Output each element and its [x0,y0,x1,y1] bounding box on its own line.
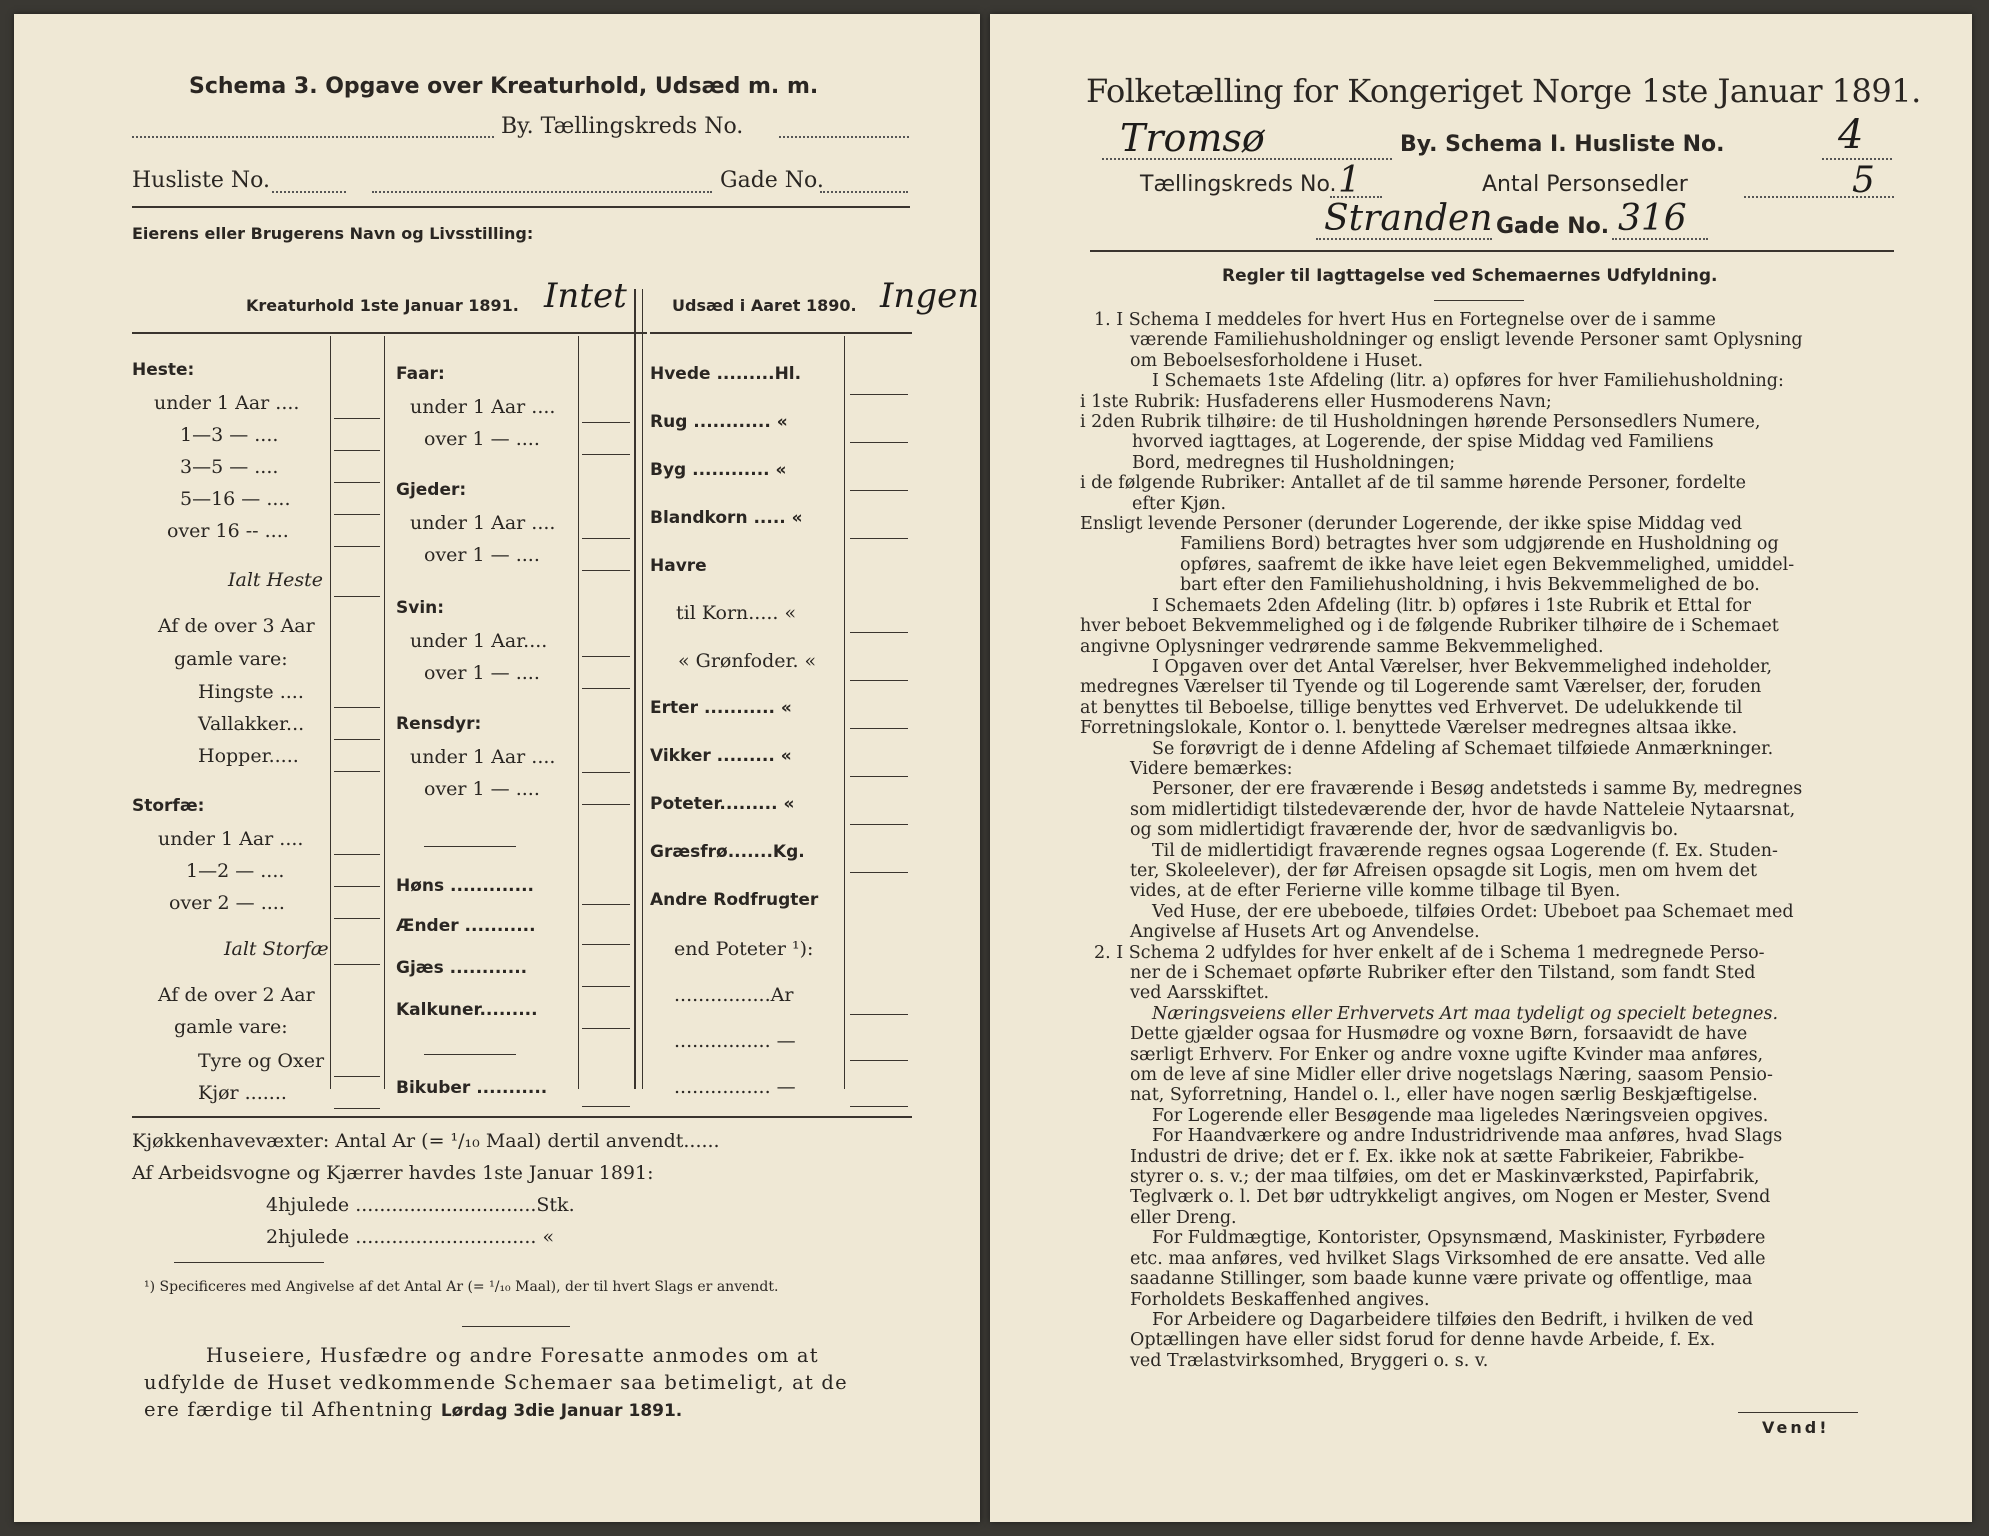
ialt-storfae: Ialt Storfæ [224,938,329,960]
col1-row: under 1 Aar .... [154,392,300,414]
col1-row: gamle vare: [174,1016,288,1038]
col3-row: ................Ar [674,984,794,1006]
rule-line: eller Dreng. [1130,1207,1237,1228]
rule-line: Teglværk o. l. Det bør udtrykkeligt angives, om Nogen er Mester, Svend [1130,1187,1771,1208]
rule-line: hver beboet Bekvemmelighed og i de følgende Rubriker tilhøire de i Schemaet [1080,616,1779,637]
footnote: ¹) Specificeres med Angivelse af det Antal Ar (= ¹/₁₀ Maal), der til hvert Slags er anvendt. [144,1279,779,1295]
notice-date: Lørdag 3die Januar 1891. [440,1401,683,1421]
rule-line: som midlertidigt tilstedeværende der, hvor de havde Natteleie Nytaarsnat, [1130,799,1796,820]
table-bottom-rule [132,1116,912,1118]
col1-right-line [384,336,385,1089]
answer-line [850,776,908,777]
gade-no-dotline [1612,238,1708,240]
bikuber-label: Bikuber ........... [396,1078,548,1098]
gade-label: Gade No. [1496,214,1610,239]
answer-line [582,538,630,539]
answer-line [850,442,908,443]
col1-row: over 16 -- .... [167,520,289,542]
table-top-rule [132,332,647,334]
husliste-label: Husliste No. [132,168,270,193]
eier-label: Eierens eller Brugerens Navn og Livsstilling: [132,224,534,243]
answer-line [850,1014,908,1015]
answer-line [334,918,380,919]
col1-row: Hingste .... [198,681,304,703]
col3-row: ................ — [674,1076,796,1098]
rule-line: ner de i Schemaet opførte Rubriker efter den Tilstand, som fandt Sted [1130,963,1756,983]
kreds-label: Tællingskreds No. [1140,172,1337,197]
footnote-rule [174,1262,324,1263]
notice-line-1: Huseiere, Husfædre og andre Foresatte anmodes om at [206,1344,819,1367]
col2-value-line [578,336,579,1089]
rule-line: angivne Oplysninger vedrørende samme Bekvemmelighed. [1080,636,1604,657]
ialt-heste: Ialt Heste [228,569,324,591]
schema1-line: By. Schema I. Husliste No. [1400,132,1725,157]
by-dotline [132,136,494,138]
answer-line [334,482,380,483]
gade-no-handwriting: 316 [1618,198,1687,239]
col2-row: under 1 Aar .... [410,746,556,768]
col1-row: over 2 — .... [169,892,285,914]
rule-line: etc. maa anføres, ved hvilket Slags Virksomhed de ere ansatte. Ved alle [1130,1248,1766,1269]
heste-label: Heste: [132,360,195,380]
census-title: Folketælling for Kongeriget Norge 1ste Januar 1891. [1086,72,1921,110]
rule-line: værende Familiehusholdninger og ensligt levende Personer samt Oplysning [1130,330,1803,351]
rule-line: særligt Erhverv. For Enker og andre voxne ugifte Kvinder maa anføres, [1130,1044,1764,1065]
answer-line [850,680,908,681]
rule-line: 2. I Schema 2 udfyldes for hver enkelt af de i Schema 1 medregnede Perso- [1094,942,1765,963]
answer-line [850,872,908,873]
rule-line: ved Aarsskiftet. [1130,983,1270,1004]
col2-row: over 1 — .... [424,428,540,450]
rule-line: nat, Syforretning, Handel o. l., eller have nogen særlig Beskjæftigelse. [1130,1085,1758,1106]
col1-row: Tyre og Oxer [198,1050,325,1072]
rules-title-rule [1434,300,1524,301]
table-top-rule-right [650,332,912,334]
separator [424,1054,516,1055]
husliste-handwriting: 4 [1838,112,1864,158]
answer-line [582,656,630,657]
answer-line [582,904,630,905]
gade-label: Gade No. [720,168,824,193]
col2-row: under 1 Aar.... [410,630,548,652]
notice-text: ere færdige til Afhentning [144,1398,434,1421]
rule-line: bart efter den Familiehusholdning, i hvis Bekvemmelighed de bo. [1180,575,1760,596]
answer-line [334,771,380,772]
rule-line: For Logerende eller Besøgende maa ligeledes Næringsveien opgives. [1152,1105,1769,1126]
street-dotline [1316,238,1492,240]
rule-line: efter Kjøn. [1132,493,1227,514]
notice-line-3 [144,1398,682,1421]
byg-label: Byg ............ « [650,460,787,480]
col2-row: under 1 Aar .... [410,396,556,418]
rule-line: I Schemaets 2den Afdeling (litr. b) opføres i 1ste Rubrik et Ettal for [1152,595,1751,616]
answer-line [850,538,908,539]
header-rule [1090,250,1894,252]
hvede-label: Hvede .........Hl. [650,364,802,384]
by-label: By. Tællingskreds No. [501,114,744,139]
answer-line [582,1106,630,1107]
kalkuner-label: Kalkuner......... [396,1000,538,1020]
table-divider [634,289,636,1089]
rule-line: Familiens Bord) betragtes hver som udgjørende en Husholdning og [1180,534,1779,555]
kreatur-header: Kreaturhold 1ste Januar 1891. [246,296,519,315]
city-handwriting: Tromsø [1120,116,1265,160]
notice-rule [462,1326,570,1327]
rule-line: I Opgaven over det Antal Værelser, hver Bekvemmelighed indeholder, [1152,656,1773,677]
rule-line: at benyttes til Beboelse, tillige benyttes ved Erhvervet. De udelukkende til [1080,697,1743,718]
udsaed-header: Udsæd i Aaret 1890. [672,296,857,315]
col1-row: 1—2 — .... [186,860,285,882]
rule-line: Optællingen have eller sidst forud for denne havde Arbeide, f. Ex. [1130,1330,1716,1351]
rensdyr-label: Rensdyr: [396,714,482,734]
rule-line: styrer o. s. v.; der maa tilføies, om det er Maskinværksted, Papirfabrik, [1130,1167,1760,1188]
col1-row: under 1 Aar .... [158,828,304,850]
vend-label: Vend! [1762,1418,1830,1437]
answer-line [334,1108,380,1109]
rule-line: Angivelse af Husets Art og Anvendelse. [1130,922,1480,943]
rule-line: og som midlertidigt fraværende der, hvor de sædvanligvis bo. [1130,820,1679,841]
right-page [990,14,1972,1522]
street-handwriting: Stranden [1324,198,1493,239]
rule-line: i 2den Rubrik tilhøire: de til Husholdningen hørende Personsedlers Numere, [1080,412,1761,433]
col1-row: Af de over 3 Aar [158,615,315,637]
faar-label: Faar: [396,364,445,384]
answer-line [334,739,380,740]
col3-row: til Korn..... « [676,602,797,624]
vend-rule [1738,1412,1858,1413]
rule-line: For Fuldmægtige, Kontorister, Opsynsmænd, Maskinister, Fyrbødere [1152,1228,1766,1249]
answer-line [850,632,908,633]
col2-row: over 1 — .... [424,544,540,566]
answer-line [582,454,630,455]
col1-row: Af de over 2 Aar [158,984,315,1006]
col1-row: 1—3 — .... [180,424,279,446]
rule-line: om Beboelsesforholdene i Huset. [1130,350,1424,371]
col1-value-line [330,336,331,1089]
rule-line: Se forøvrigt de i denne Afdeling af Schemaet tilføiede Anmærkninger. [1152,738,1774,759]
rule-line: medregnes Værelser til Tyende og til Logerende samt Værelser, der, foruden [1080,677,1762,698]
col1-row: Vallakker... [198,713,305,735]
col1-row: 5—16 — .... [180,488,291,510]
rule-line: Forretningslokale, Kontor o. l. benyttede Værelser medregnes altsaa ikke. [1080,718,1738,739]
answer-line [334,418,380,419]
gjeder-label: Gjeder: [396,480,467,500]
rule-line: For Haandværkere og andre Industridrivende maa anføres, hvad Slags [1152,1126,1783,1147]
fire-hjulede: 4hjulede ..............................Stk. [266,1194,575,1216]
rule-line: Næringsveiens eller Erhvervets Art maa tydeligt og specielt betegnes. [1152,1003,1779,1024]
header-rule [132,206,910,208]
answer-line [582,688,630,689]
answer-line [850,394,908,395]
rule-line: Dette gjælder ogsaa for Husmødre og voxne Børn, forsaavidt de have [1130,1024,1748,1045]
rule-line: Bord, medregnes til Husholdningen; [1132,452,1456,473]
rule-line: hvorved iagttages, at Logerende, der spise Middag ved Familiens [1132,432,1714,453]
rule-line: For Arbeidere og Dagarbeidere tilføies den Bedrift, i hvilken de ved [1152,1309,1754,1330]
answer-line [582,772,630,773]
gjaes-label: Gjæs ............ [396,958,528,978]
rule-line: i 1ste Rubrik: Husfaderens eller Husmoderens Navn; [1080,391,1552,412]
col1-row: 3—5 — .... [180,456,279,478]
rule-line: Personer, der ere fraværende i Besøg andetsteds i samme By, medregnes [1152,779,1803,800]
rule-line: Videre bemærkes: [1130,758,1293,779]
answer-line [334,546,380,547]
answer-line [582,804,630,805]
answer-line [334,854,380,855]
answer-line [850,1060,908,1061]
rule-line: vides, at de efter Ferierne ville komme tilbage til Byen. [1130,881,1621,902]
answer-line [334,964,380,965]
answer-line [334,1076,380,1077]
rules-title: Regler til Iagttagelse ved Schemaernes Udfyldning. [1222,266,1718,286]
col1-row: Kjør ....... [198,1082,287,1104]
rule-line: Til de midlertidigt fraværende regnes ogsaa Logerende (f. Ex. Studen- [1152,840,1778,861]
poteter-label: Poteter......... « [650,794,795,814]
kjokkenhave-line: Kjøkkenhavevæxter: Antal Ar (= ¹/₁₀ Maal) dertil anvendt...... [132,1130,720,1152]
blandkorn-label: Blandkorn ..... « [650,508,803,528]
rule-line: Ensligt levende Personer (derunder Logerende, der ikke spise Middag ved [1080,514,1743,535]
rule-line: I Schemaets 1ste Afdeling (litr. a) opføres for hver Familiehusholdning: [1152,371,1784,392]
col2-row: under 1 Aar .... [410,512,556,534]
rules-text [1080,310,1922,1371]
kreds-dotline [779,136,909,138]
husliste-dotline [272,191,346,193]
rule-line: Forholdets Beskaffenhed angives. [1130,1289,1430,1310]
rule-line: i de følgende Rubriker: Antallet af de til samme hørende Personer, fordelte [1080,473,1746,494]
antal-label: Antal Personsedler [1482,172,1688,197]
col2-row: over 1 — .... [424,662,540,684]
gade-dotline [820,191,908,193]
rule-line: ved Trælastvirksomhed, Bryggeri o. s. v. [1130,1350,1489,1371]
rule-line: 1. I Schema I meddeles for hvert Hus en Fortegnelse over de i samme [1094,310,1716,330]
answer-line [850,824,908,825]
col3-value-line [844,336,845,1089]
answer-line [334,514,380,515]
answer-line [334,596,380,597]
answer-line [334,886,380,887]
col3-row: ................ — [674,1030,796,1052]
erter-label: Erter ........... « [650,698,792,718]
answer-line [582,570,630,571]
rule-line: Ved Huse, der ere ubeboede, tilføies Ordet: Ubeboet paa Schemaet med [1152,901,1794,922]
rule-line: Industri de drive; det er f. Ex. ikke nok at sætte Fabrikeier, Fabrikbe- [1130,1146,1745,1167]
havre-label: Havre [650,556,707,576]
storfae-label: Storfæ: [132,796,205,816]
graesfro-label: Græsfrø.......Kg. [650,842,805,862]
col3-row: « Grønfoder. « [678,650,817,672]
rule-line: saadanne Stillinger, som baade kunne være private og offentlige, maa [1130,1269,1753,1290]
rule-line: ter, Skoleelever), der før Afreisen opsagde sit Logis, men om hvem det [1130,860,1758,881]
antal-dotline [1744,196,1894,198]
col2-row: over 1 — .... [424,778,540,800]
to-hjulede: 2hjulede .............................. « [266,1226,555,1248]
answer-line [582,986,630,987]
answer-line [334,707,380,708]
answer-line [850,1106,908,1107]
rodfrugter-label: Andre Rodfrugter [650,890,819,910]
notice-line-2: udfylde de Huset vedkommende Schemaer saa betimeligt, at de [144,1371,848,1394]
kreds-handwriting: 1 [1338,160,1361,201]
col1-row: Hopper..... [198,745,299,767]
schema3-title: Schema 3. Opgave over Kreaturhold, Udsæd m. m. [189,74,819,99]
answer-line [334,450,380,451]
udsaed-handwriting: Ingen [880,276,980,316]
svin-label: Svin: [396,598,445,618]
vikker-label: Vikker ......... « [650,746,792,766]
street-dotline [372,191,712,193]
ander-label: Ænder ........... [396,916,536,936]
kreatur-handwriting: Intet [544,276,627,316]
answer-line [850,728,908,729]
hons-label: Høns ............. [396,876,535,896]
left-page [14,14,980,1522]
answer-line [582,944,630,945]
separator [424,846,516,847]
col3-row: end Poteter ¹): [674,938,814,960]
answer-line [582,422,630,423]
antal-handwriting: 5 [1852,160,1875,201]
col1-row: gamle vare: [174,648,288,670]
rule-line: om de leve af sine Midler eller drive nogetslags Næring, saasom Pensio- [1130,1065,1773,1086]
answer-line [850,490,908,491]
table-divider-2 [642,289,643,1089]
answer-line [582,1028,630,1029]
rule-line: opføres, saafremt de ikke have leiet egen Bekvemmelighed, umiddel- [1180,554,1795,575]
rug-label: Rug ............ « [650,412,788,432]
arbeidsvogne-line: Af Arbeidsvogne og Kjærrer havdes 1ste Januar 1891: [132,1162,654,1184]
